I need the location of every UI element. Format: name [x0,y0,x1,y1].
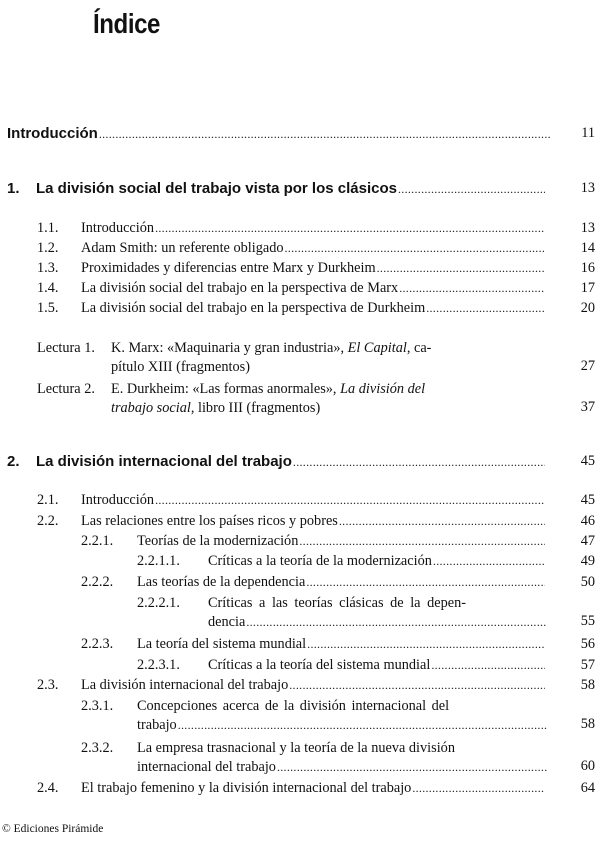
copyright-footer: © Ediciones Pirámide [2,823,104,835]
toc-number: 2.2.2.1. [137,595,180,611]
toc-number: 2.1. [37,492,59,508]
dot-leader [277,758,547,777]
toc-number: 2.2.1.1. [137,553,180,569]
toc-page-number: 14 [580,240,595,256]
toc-page-number: 46 [580,513,595,529]
dot-leader [289,677,545,694]
dot-leader [433,553,545,570]
toc-entry-label: Las relaciones entre los países ricos y pobres [81,513,338,529]
toc-entry-label: dencia [208,614,246,630]
toc-entry-label: K. Marx: «Maquinaria y gran industria», [111,340,348,356]
dot-leader [299,533,545,550]
toc-entry-2-2-3-1[interactable] [137,657,595,674]
toc-entry-label: Las teorías de la dependencia [137,574,306,590]
toc-entry-label: , ca- [406,340,432,356]
toc-entry-label: La empresa trasnacional y la teoría de la nueva división [137,740,455,756]
toc-page-number: 49 [580,553,595,569]
toc-page-number: 45 [580,453,595,469]
dot-leader [377,260,545,277]
toc-number: 1.5. [37,300,59,316]
dot-leader [426,300,545,317]
toc-entry-label: El trabajo femenino y la división internacional del trabajo [81,780,412,796]
toc-entry-2-3-1[interactable] [81,697,547,735]
toc-reading-1[interactable] [37,339,547,377]
toc-entry-label: trabajo [137,717,177,733]
toc-entry-label: La división social del trabajo en la perspectiva de Marx [81,280,399,296]
toc-page-number: 11 [581,125,595,141]
toc-number: 1.1. [37,220,59,236]
toc-entry-1-5[interactable] [37,300,595,317]
toc-entry-title: La división del [340,381,426,397]
toc-number: 1.3. [37,260,59,276]
toc-page-number: 55 [580,613,595,629]
toc-page-number: 37 [580,399,595,415]
toc-entry-label: La división social del trabajo vista por los clásicos [36,180,397,197]
toc-page-number: 13 [580,220,595,236]
toc-number: 2.3. [37,677,59,693]
toc-number: 2.2.1. [81,533,114,549]
toc-entry-2-2[interactable] [37,513,595,530]
toc-entry-label: pítulo XIII (fragmentos) [111,359,250,375]
toc-entry-label: La teoría del sistema mundial [137,636,307,652]
toc-number: 2. [7,453,20,470]
toc-entry-introduccion[interactable] [7,125,595,142]
toc-page-number: 17 [580,280,595,296]
dot-leader [399,280,545,297]
toc-entry-label: Introducción [81,220,155,236]
toc-entry-1-3[interactable] [37,260,595,277]
toc-number: 2.3.1. [81,698,114,714]
dot-leader [285,240,546,257]
toc-entry-label: internacional del trabajo [137,759,276,775]
dot-leader [178,716,547,735]
toc-entry-1-1[interactable] [37,220,595,237]
toc-page-number: 13 [580,180,595,196]
toc-entry-label: Críticas a la teoría del sistema mundial [208,657,431,673]
toc-entry-label: Proximidades y diferencias entre Marx y Durkheim [81,260,376,276]
toc-number: Lectura 2. [37,381,95,397]
toc-number: 2.2.3.1. [137,657,180,673]
toc-number: 2.2.3. [81,636,114,652]
dot-leader [306,574,545,591]
toc-entry-label: Teorías de la modernización [137,533,299,549]
toc-page-number: 58 [580,716,595,732]
dot-leader [155,492,545,509]
toc-number: 2.2.2. [81,574,114,590]
dot-leader [293,453,545,470]
toc-page-number: 60 [580,758,595,774]
toc-entry-label: La división internacional del trabajo [36,453,292,470]
dot-leader [339,513,545,530]
toc-entry-label: Críticas a las teorías clásicas de la depen- [208,595,466,611]
toc-number: 1.2. [37,240,59,256]
toc-number: Lectura 1. [37,340,95,356]
toc-entry-label: Introducción [81,492,155,508]
dot-leader [412,780,545,797]
toc-entry-title: trabajo social [111,400,191,416]
toc-entry-2-2-2[interactable] [81,574,595,591]
toc-page-number: 57 [580,657,595,673]
toc-reading-2[interactable] [37,380,547,418]
toc-entry-label: E. Durkheim: «Las formas anormales», [111,381,341,397]
toc-number: 2.4. [37,780,59,796]
toc-entry-2-2-1[interactable] [81,533,595,550]
toc-number: 1. [7,180,20,197]
toc-page-number: 50 [580,574,595,590]
toc-entry-label: Introducción [7,125,98,142]
toc-entry-label: La división internacional del trabajo [81,677,289,693]
toc-page-number: 16 [580,260,595,276]
toc-number: 1.4. [37,280,59,296]
dot-leader [431,657,545,674]
dot-leader [246,613,547,632]
toc-entry-title: El Capital [347,340,407,356]
dot-leader [155,220,545,237]
toc-entry-2-2-2-1[interactable] [137,594,547,632]
toc-entry-label: , libro III (fragmentos) [190,400,321,416]
toc-number: 2.3.2. [81,740,114,756]
toc-entry-2-2-1-1[interactable] [137,553,595,570]
toc-entry-2-2-3[interactable] [81,636,595,653]
dot-leader [398,180,545,197]
toc-entry-2-3[interactable] [37,677,595,694]
toc-entry-label: Concepciones acerca de la división internacional del [137,698,450,714]
toc-entry-1-2[interactable] [37,240,595,257]
toc-page-number: 64 [580,780,595,796]
toc-page-number: 47 [580,533,595,549]
toc-entry-1-4[interactable] [37,280,595,297]
toc-entry-2-1[interactable] [37,492,595,509]
toc-entry-label: Adam Smith: un referente obligado [81,240,284,256]
toc-page-number: 56 [580,636,595,652]
toc-page-number: 58 [580,677,595,693]
toc-entry-label: Críticas a la teoría de la modernización [208,553,432,569]
toc-chapter-2[interactable] [7,453,595,470]
toc-entry-2-4[interactable] [37,780,595,797]
toc-entry-label: La división social del trabajo en la perspectiva de Durkheim [81,300,426,316]
toc-page-number: 20 [580,300,595,316]
dot-leader [99,125,551,142]
dot-leader [307,636,545,653]
toc-page-number: 27 [580,358,595,374]
toc-chapter-1[interactable] [7,180,595,197]
toc-page-number: 45 [580,492,595,508]
toc-number: 2.2. [37,513,59,529]
page-title: Índice [93,8,161,39]
toc-entry-2-3-2[interactable] [81,739,547,777]
